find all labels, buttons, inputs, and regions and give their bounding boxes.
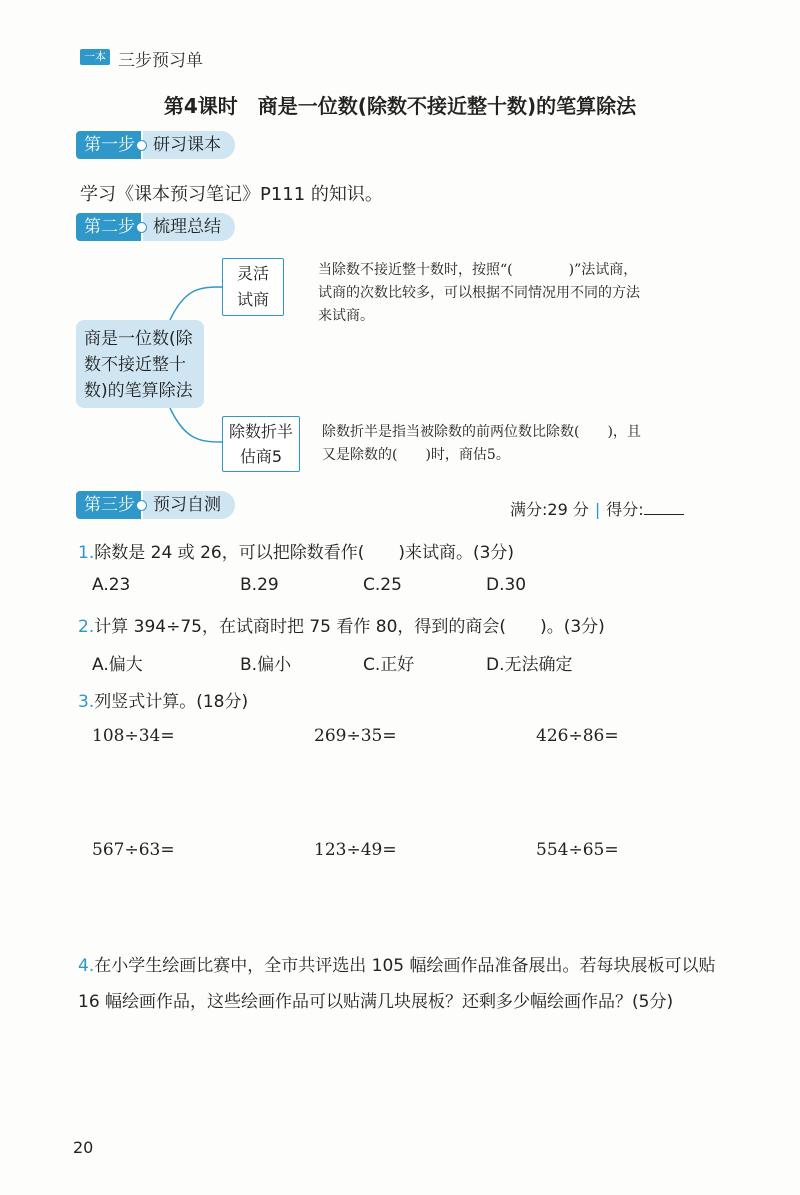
question-2: [78, 612, 605, 637]
question-text: 在小学生绘画比赛中，全市共评选出 105 幅绘画作品准备展出。若每块展板可以贴 16 幅绘画作品，这些绘画作品可以贴满几块展板？还剩多少幅绘画作品？(5分): [78, 956, 716, 1012]
branch-box-flexible-trial: [222, 258, 284, 316]
question-1: [78, 538, 514, 563]
note-line: 试商的次数比较多，可以根据不同情况用不同的方法: [318, 285, 640, 301]
connector-upper: [170, 287, 222, 320]
calc-problem: 426÷86=: [536, 726, 619, 746]
step-text: 研习课本: [143, 131, 235, 159]
score-blank[interactable]: [644, 502, 684, 515]
step-text: 梳理总结: [143, 213, 235, 241]
q2-option-b[interactable]: B.偏小: [240, 655, 292, 675]
question-number: 1.: [78, 543, 95, 563]
question-text: 除数是 24 或 26，可以把除数看作( )来试商。(3分): [94, 543, 515, 563]
branch-line: 除数折半: [228, 422, 293, 441]
calc-problem: 567÷63=: [92, 840, 175, 860]
header-title: 三步预习单: [118, 51, 203, 71]
q1-option-a[interactable]: A.23: [92, 575, 131, 595]
question-number: 3.: [78, 692, 95, 712]
center-line: 商是一位数(除: [84, 329, 193, 349]
q1-option-c[interactable]: C.25: [363, 575, 402, 595]
note-line: 又是除数的( )时，商估5。: [322, 447, 510, 463]
question-text: 计算 394÷75，在试商时把 75 看作 80，得到的商会( )。(3分): [94, 617, 605, 637]
branch-line: 估商5: [239, 447, 283, 466]
calc-problem: 108÷34=: [92, 726, 175, 746]
note-line: 除数折半是指当被除数的前两位数比除数( )，且: [322, 424, 641, 440]
step-label: 第一步: [76, 131, 141, 159]
q2-option-d[interactable]: D.无法确定: [486, 655, 573, 675]
step-dot-icon: [136, 140, 147, 151]
branch2-note: [322, 421, 641, 467]
brand-logo: 一本: [80, 49, 110, 65]
question-3: [78, 687, 248, 712]
note-line: 来试商。: [318, 308, 374, 324]
page-number: 20: [73, 1138, 94, 1157]
branch1-note: [318, 259, 640, 328]
q2-option-c[interactable]: C.正好: [363, 655, 415, 675]
center-line: 数不接近整十: [84, 355, 186, 375]
score-got-label: 得分:: [606, 500, 644, 519]
center-line: 数)的笔算除法: [84, 381, 193, 401]
question-text: 列竖式计算。(18分): [94, 692, 249, 712]
branch-box-halving-divisor: [222, 416, 300, 472]
lesson-title: 第4课时 商是一位数(除数不接近整十数)的笔算除法: [163, 94, 637, 118]
step-label: 第三步: [76, 491, 141, 519]
connector-lower: [170, 408, 222, 442]
step-banner-3: [76, 491, 235, 519]
calc-problem: 554÷65=: [536, 840, 619, 860]
step-dot-icon: [136, 222, 147, 233]
question-4: [78, 948, 728, 1020]
branch-line: 灵活: [236, 264, 269, 283]
question-number: 4.: [78, 956, 95, 976]
score-box: [510, 497, 684, 520]
calc-problem: 123÷49=: [314, 840, 397, 860]
branch-line: 试商: [236, 290, 269, 309]
study-instruction: 学习《课本预习笔记》P111 的知识。: [80, 184, 383, 205]
q1-option-d[interactable]: D.30: [486, 575, 527, 595]
score-separator: |: [594, 500, 601, 519]
q1-option-b[interactable]: B.29: [240, 575, 279, 595]
step-label: 第二步: [76, 213, 141, 241]
note-line: 当除数不接近整十数时，按照“( )”法试商，: [318, 262, 638, 278]
score-total: 满分:29 分: [510, 500, 589, 519]
step-dot-icon: [136, 500, 147, 511]
question-number: 2.: [78, 617, 95, 637]
mindmap-center: [76, 320, 204, 408]
q2-option-a[interactable]: A.偏大: [92, 655, 143, 675]
calc-problem: 269÷35=: [314, 726, 397, 746]
step-text: 预习自测: [143, 491, 235, 519]
